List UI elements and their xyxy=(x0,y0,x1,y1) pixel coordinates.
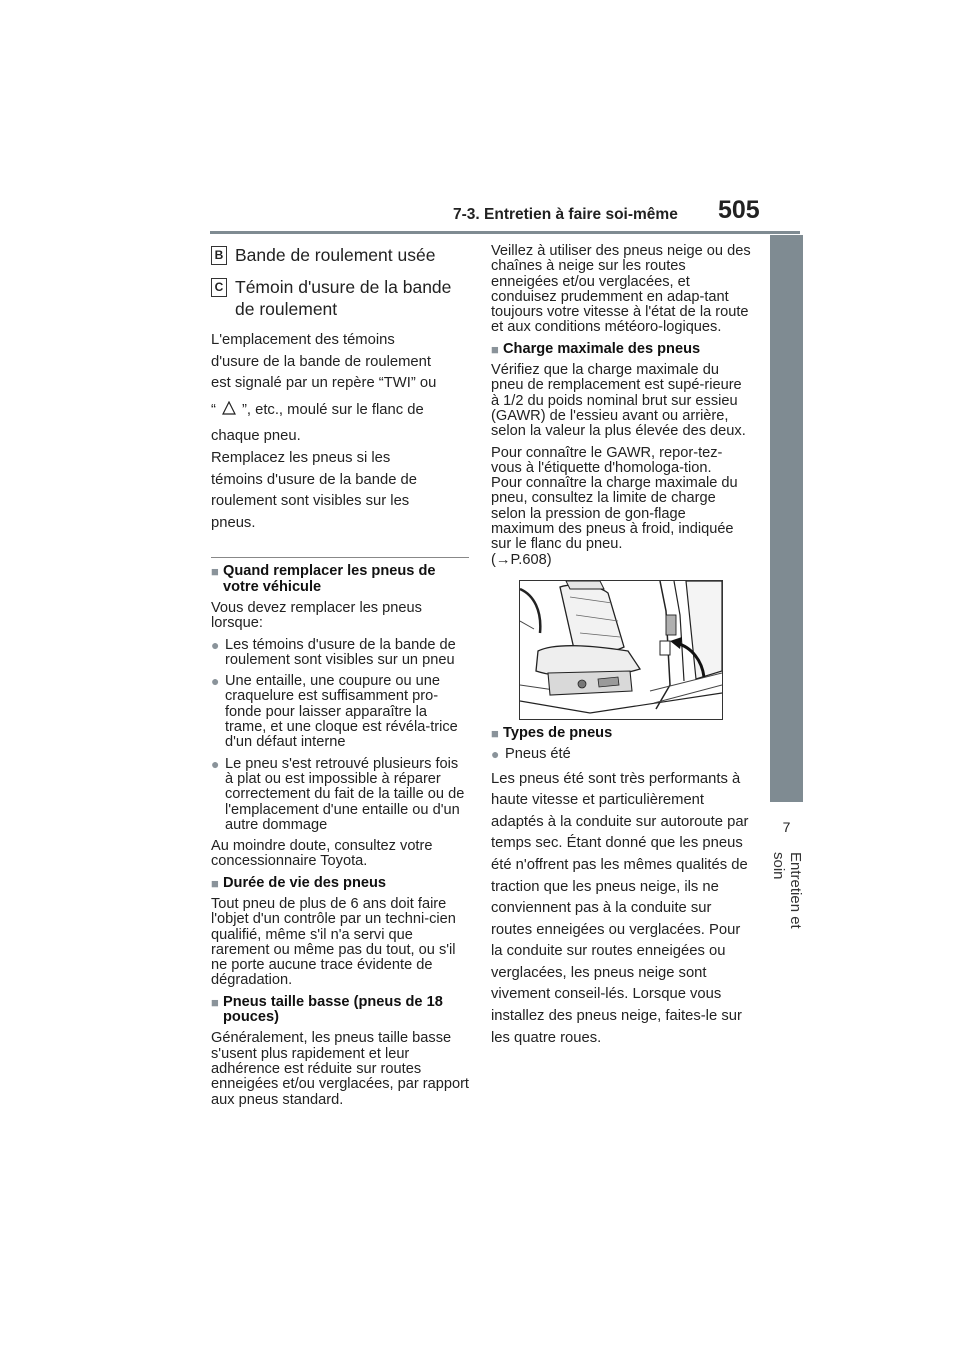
triangle-icon xyxy=(222,401,236,415)
black-square-icon: ■ xyxy=(491,341,499,357)
list-item: ● Une entaille, une coupure ou une craquelure est suffisamment pro-fonde pour laisser apparaître la trame, et une cloque est révéla-trice d'un défaut interne xyxy=(211,673,458,751)
section-divider xyxy=(211,557,469,558)
when-replace-outro: Au moindre doute, consultez votre concessionnaire Toyota. xyxy=(211,838,433,870)
max-load-para3: Pour connaître la charge maximale du pneu, consultez la limite de charge selon la pression de gon-flage maximum des pneus à froid, indiquée sur le flanc du pneu. xyxy=(491,475,738,553)
summer-tires-text: Les pneus été sont très performants à haute vitesse et particulièrement adaptés à la conduite sur autoroute par temps sec. Étant donné que les pneus été n'offrent pas les mêmes qualités de traction que les pneus neige, ils ne conviennent pas à la conduite sur routes enneigées ou verglacées. Pour la conduite sur routes enneigées ou verglacées, les pneus neige sont vivement conseil-lés. Lorsque vous installez des pneus neige, faites-le sur les quatre roues. xyxy=(491,770,749,1046)
list-item: ● Les témoins d'usure de la bande de roulement sont visibles sur un pneu xyxy=(211,636,456,668)
lifespan-heading: ■ Durée de vie des pneus xyxy=(211,874,387,891)
black-square-icon: ■ xyxy=(211,875,219,891)
legend-letter-b: B xyxy=(211,246,227,265)
max-load-heading: ■ Charge maximale des pneus xyxy=(491,340,701,357)
list-item: ● Pneus été xyxy=(491,746,571,763)
max-load-para1: Vérifiez que la charge maximale du pneu de remplacement est supé-rieure à 1/2 du poids nominal brut sur essieu (GAWR) de l'essieu avant ou arrière, selon la valeur la plus élevée des deux. xyxy=(491,362,746,440)
chapter-tab xyxy=(770,235,803,802)
circle-bullet-icon: ● xyxy=(211,636,220,653)
header-rule xyxy=(210,231,800,234)
lifespan-text: Tout pneu de plus de 6 ans doit faire l'objet d'un contrôle par un techni-cien qualifié, même s'il n'a servi que rarement ou même pas du tout, ou s'il ne porte aucune trace évidente de dégradation. xyxy=(211,895,456,989)
left-column xyxy=(211,244,469,1114)
low-profile-text: Généralement, les pneus taille basse s'usent plus rapidement et leur adhérence est réduite sur routes enneigées et/ou verglacées, par rapport aux pneus standard. xyxy=(211,1030,469,1108)
circle-bullet-icon: ● xyxy=(491,746,500,763)
legend-text-b: Bande de roulement usée xyxy=(235,245,436,265)
seat-door-drawing xyxy=(520,581,722,719)
snow-advice: Veillez à utiliser des pneus neige ou des chaînes à neige sur les routes enneigées et/ou verglacées, et conduisez prudemment en adap-tant toujours votre vitesse à l'état de la route et aux conditions météoro-logiques. xyxy=(491,243,751,336)
chapter-label: Entretien et soin xyxy=(770,852,804,929)
black-square-icon: ■ xyxy=(211,564,219,580)
legend-text-c: Témoin d'usure de la bande de roulement xyxy=(235,277,452,319)
circle-bullet-icon: ● xyxy=(211,673,220,690)
section-title: 7-3. Entretien à faire soi-même xyxy=(453,206,678,223)
max-load-para2: Pour connaître le GAWR, repor-tez-vous à l'étiquette d'homologa-tion. xyxy=(491,444,723,476)
legend-item-c xyxy=(211,276,469,320)
black-square-icon: ■ xyxy=(211,994,219,1010)
circle-bullet-icon: ● xyxy=(211,755,220,772)
legend-letter-c: C xyxy=(211,278,227,297)
when-replace-intro: Vous devez remplacer les pneus lorsque: xyxy=(211,599,422,632)
page-number: 505 xyxy=(718,196,760,224)
black-square-icon: ■ xyxy=(491,725,499,741)
when-replace-heading: ■ Quand remplacer les pneus de votre véhicule xyxy=(211,563,436,595)
chapter-number: 7 xyxy=(770,802,803,852)
right-column xyxy=(491,244,751,1049)
page-reference: (→P.608) xyxy=(491,551,552,568)
door-label-illustration xyxy=(519,580,723,720)
list-item: ● Le pneu s'est retrouvé plusieurs fois à plat ou est impossible à réparer correctement du fait de la taille ou de l'emplacement d'une entaille ou d'un autre dommage xyxy=(211,755,465,833)
low-profile-heading: ■ Pneus taille basse (pneus de 18 pouces) xyxy=(211,993,443,1026)
tire-types-heading: ■ Types de pneus xyxy=(491,724,613,741)
legend-item-b xyxy=(211,244,469,266)
twi-paragraph: L'emplacement des témoins d'usure de la bande de roulement est signalé par un repère “TWI” ou “ ”, etc., moulé sur le flanc de chaque pneu. Remplacez les pneus si les témoins d'usure de la bande de roulement sont visibles sur les pneus. xyxy=(211,332,437,531)
